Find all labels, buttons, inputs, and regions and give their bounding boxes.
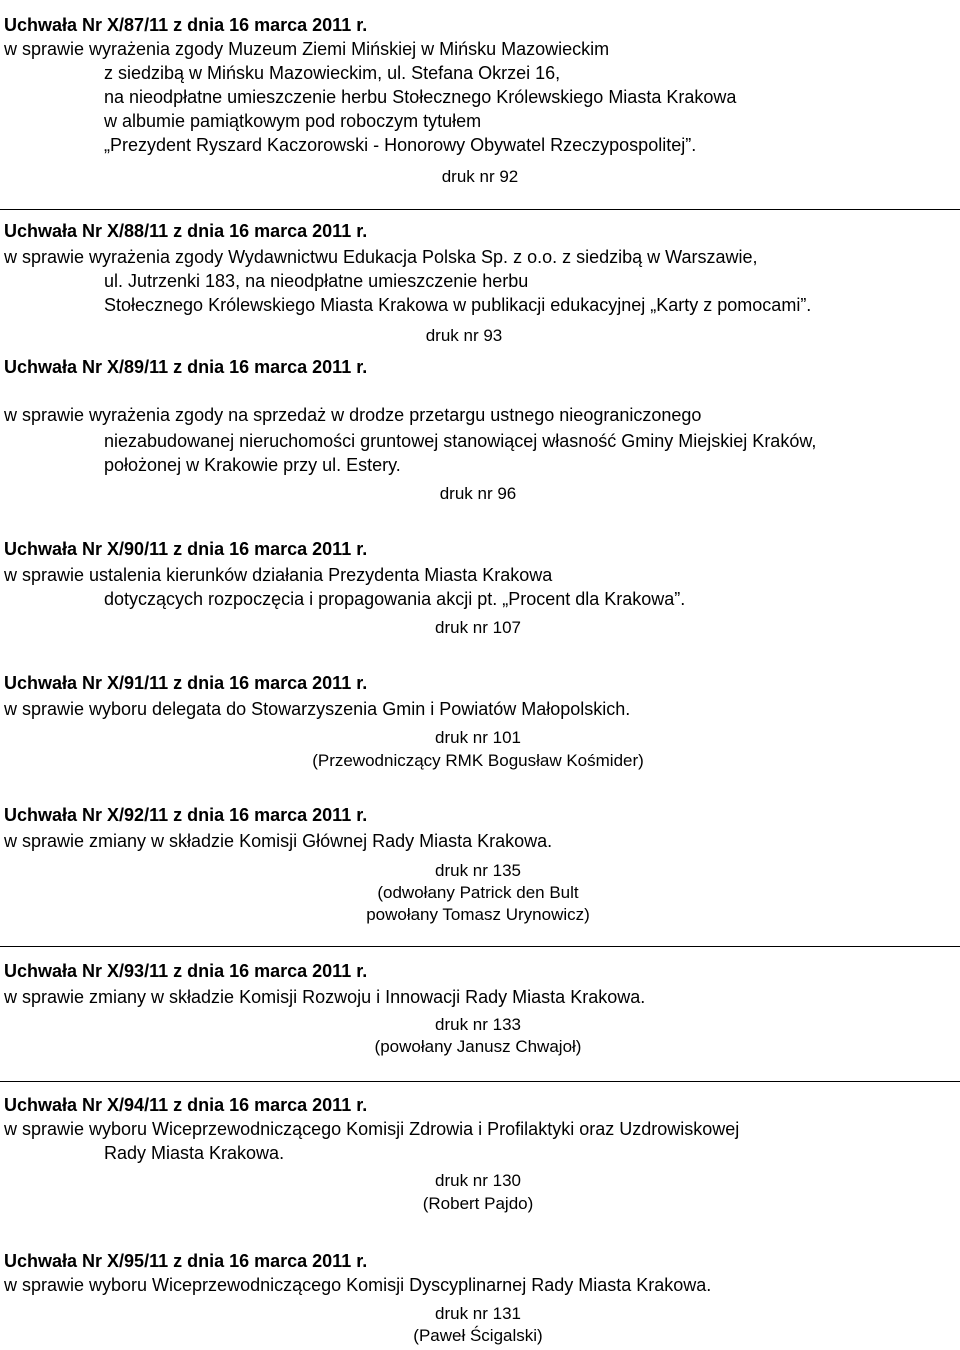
resolution-line: w sprawie wyboru delegata do Stowarzyszenia Gmin i Powiatów Małopolskich. <box>4 699 631 719</box>
print-number: druk nr 135 <box>435 861 521 880</box>
resolution-line: w sprawie wyrażenia zgody na sprzedaż w drodze przetargu ustnego nieograniczonego <box>4 405 702 425</box>
resolution-line: w sprawie zmiany w składzie Komisji Rozwoju i Innowacji Rady Miasta Krakowa. <box>4 987 646 1007</box>
resolution-note: powołany Tomasz Urynowicz) <box>366 905 590 924</box>
resolution-line: ul. Jutrzenki 183, na nieodpłatne umieszczenie herbu <box>104 271 529 291</box>
print-number: druk nr 96 <box>439 484 517 503</box>
resolution-line: dotyczących rozpoczęcia i propagowania akcji pt. „Procent dla Krakowa”. <box>104 589 686 609</box>
print-number: druk nr 131 <box>435 1304 521 1323</box>
print-number: druk nr 130 <box>435 1171 521 1190</box>
divider <box>0 209 960 210</box>
resolution-line: w sprawie ustalenia kierunków działania Prezydenta Miasta Krakowa <box>4 565 553 585</box>
resolution-title: Uchwała Nr X/89/11 z dnia 16 marca 2011 r. <box>4 357 368 377</box>
resolution-line: położonej w Krakowie przy ul. Estery. <box>104 455 401 475</box>
resolution-note: (Paweł Ścigalski) <box>413 1326 543 1345</box>
divider <box>0 1081 960 1082</box>
resolution-line: na nieodpłatne umieszczenie herbu Stołecznego Królewskiego Miasta Krakowa <box>104 87 737 107</box>
resolution-title: Uchwała Nr X/93/11 z dnia 16 marca 2011 r. <box>4 961 368 981</box>
resolution-line: Stołecznego Królewskiego Miasta Krakowa w publikacji edukacyjnej „Karty z pomocami”. <box>104 295 812 315</box>
resolution-note: (odwołany Patrick den Bult <box>377 883 579 902</box>
resolution-title: Uchwała Nr X/91/11 z dnia 16 marca 2011 r. <box>4 673 368 693</box>
resolution-line: „Prezydent Ryszard Kaczorowski - Honorowy Obywatel Rzeczypospolitej”. <box>104 135 697 155</box>
resolution-note: (Robert Pajdo) <box>422 1194 534 1213</box>
print-number: druk nr 93 <box>425 326 503 345</box>
resolution-title: Uchwała Nr X/95/11 z dnia 16 marca 2011 r. <box>4 1251 368 1271</box>
resolution-note: (Przewodniczący RMK Bogusław Kośmider) <box>312 751 644 770</box>
resolution-title: Uchwała Nr X/90/11 z dnia 16 marca 2011 r. <box>4 539 368 559</box>
resolution-line: z siedzibą w Mińsku Mazowieckim, ul. Stefana Okrzei 16, <box>104 63 561 83</box>
resolution-line: niezabudowanej nieruchomości gruntowej stanowiącej własność Gminy Miejskiej Kraków, <box>104 431 817 451</box>
print-number: druk nr 101 <box>435 728 521 747</box>
resolution-title: Uchwała Nr X/87/11 z dnia 16 marca 2011 r. <box>4 15 368 35</box>
divider <box>0 946 960 947</box>
resolution-line: w sprawie wyboru Wiceprzewodniczącego Komisji Dyscyplinarnej Rady Miasta Krakowa. <box>4 1275 712 1295</box>
resolution-title: Uchwała Nr X/92/11 z dnia 16 marca 2011 r. <box>4 805 368 825</box>
resolution-line: w sprawie wyboru Wiceprzewodniczącego Komisji Zdrowia i Profilaktyki oraz Uzdrowiskowej <box>4 1119 740 1139</box>
resolution-line: w sprawie wyrażenia zgody Muzeum Ziemi Mińskiej w Mińsku Mazowieckim <box>4 39 610 59</box>
resolution-title: Uchwała Nr X/88/11 z dnia 16 marca 2011 r. <box>4 221 368 241</box>
resolution-line: w sprawie wyrażenia zgody Wydawnictwu Edukacja Polska Sp. z o.o. z siedzibą w Warszawie, <box>4 247 758 267</box>
resolution-title: Uchwała Nr X/94/11 z dnia 16 marca 2011 r. <box>4 1095 368 1115</box>
resolution-line: w albumie pamiątkowym pod roboczym tytułem <box>104 111 482 131</box>
print-number: druk nr 107 <box>435 618 521 637</box>
resolution-line: w sprawie zmiany w składzie Komisji Głównej Rady Miasta Krakowa. <box>4 831 553 851</box>
print-number: druk nr 92 <box>441 167 519 186</box>
resolution-note: (powołany Janusz Chwajoł) <box>374 1037 582 1056</box>
resolution-line: Rady Miasta Krakowa. <box>104 1143 285 1163</box>
print-number: druk nr 133 <box>435 1015 521 1034</box>
